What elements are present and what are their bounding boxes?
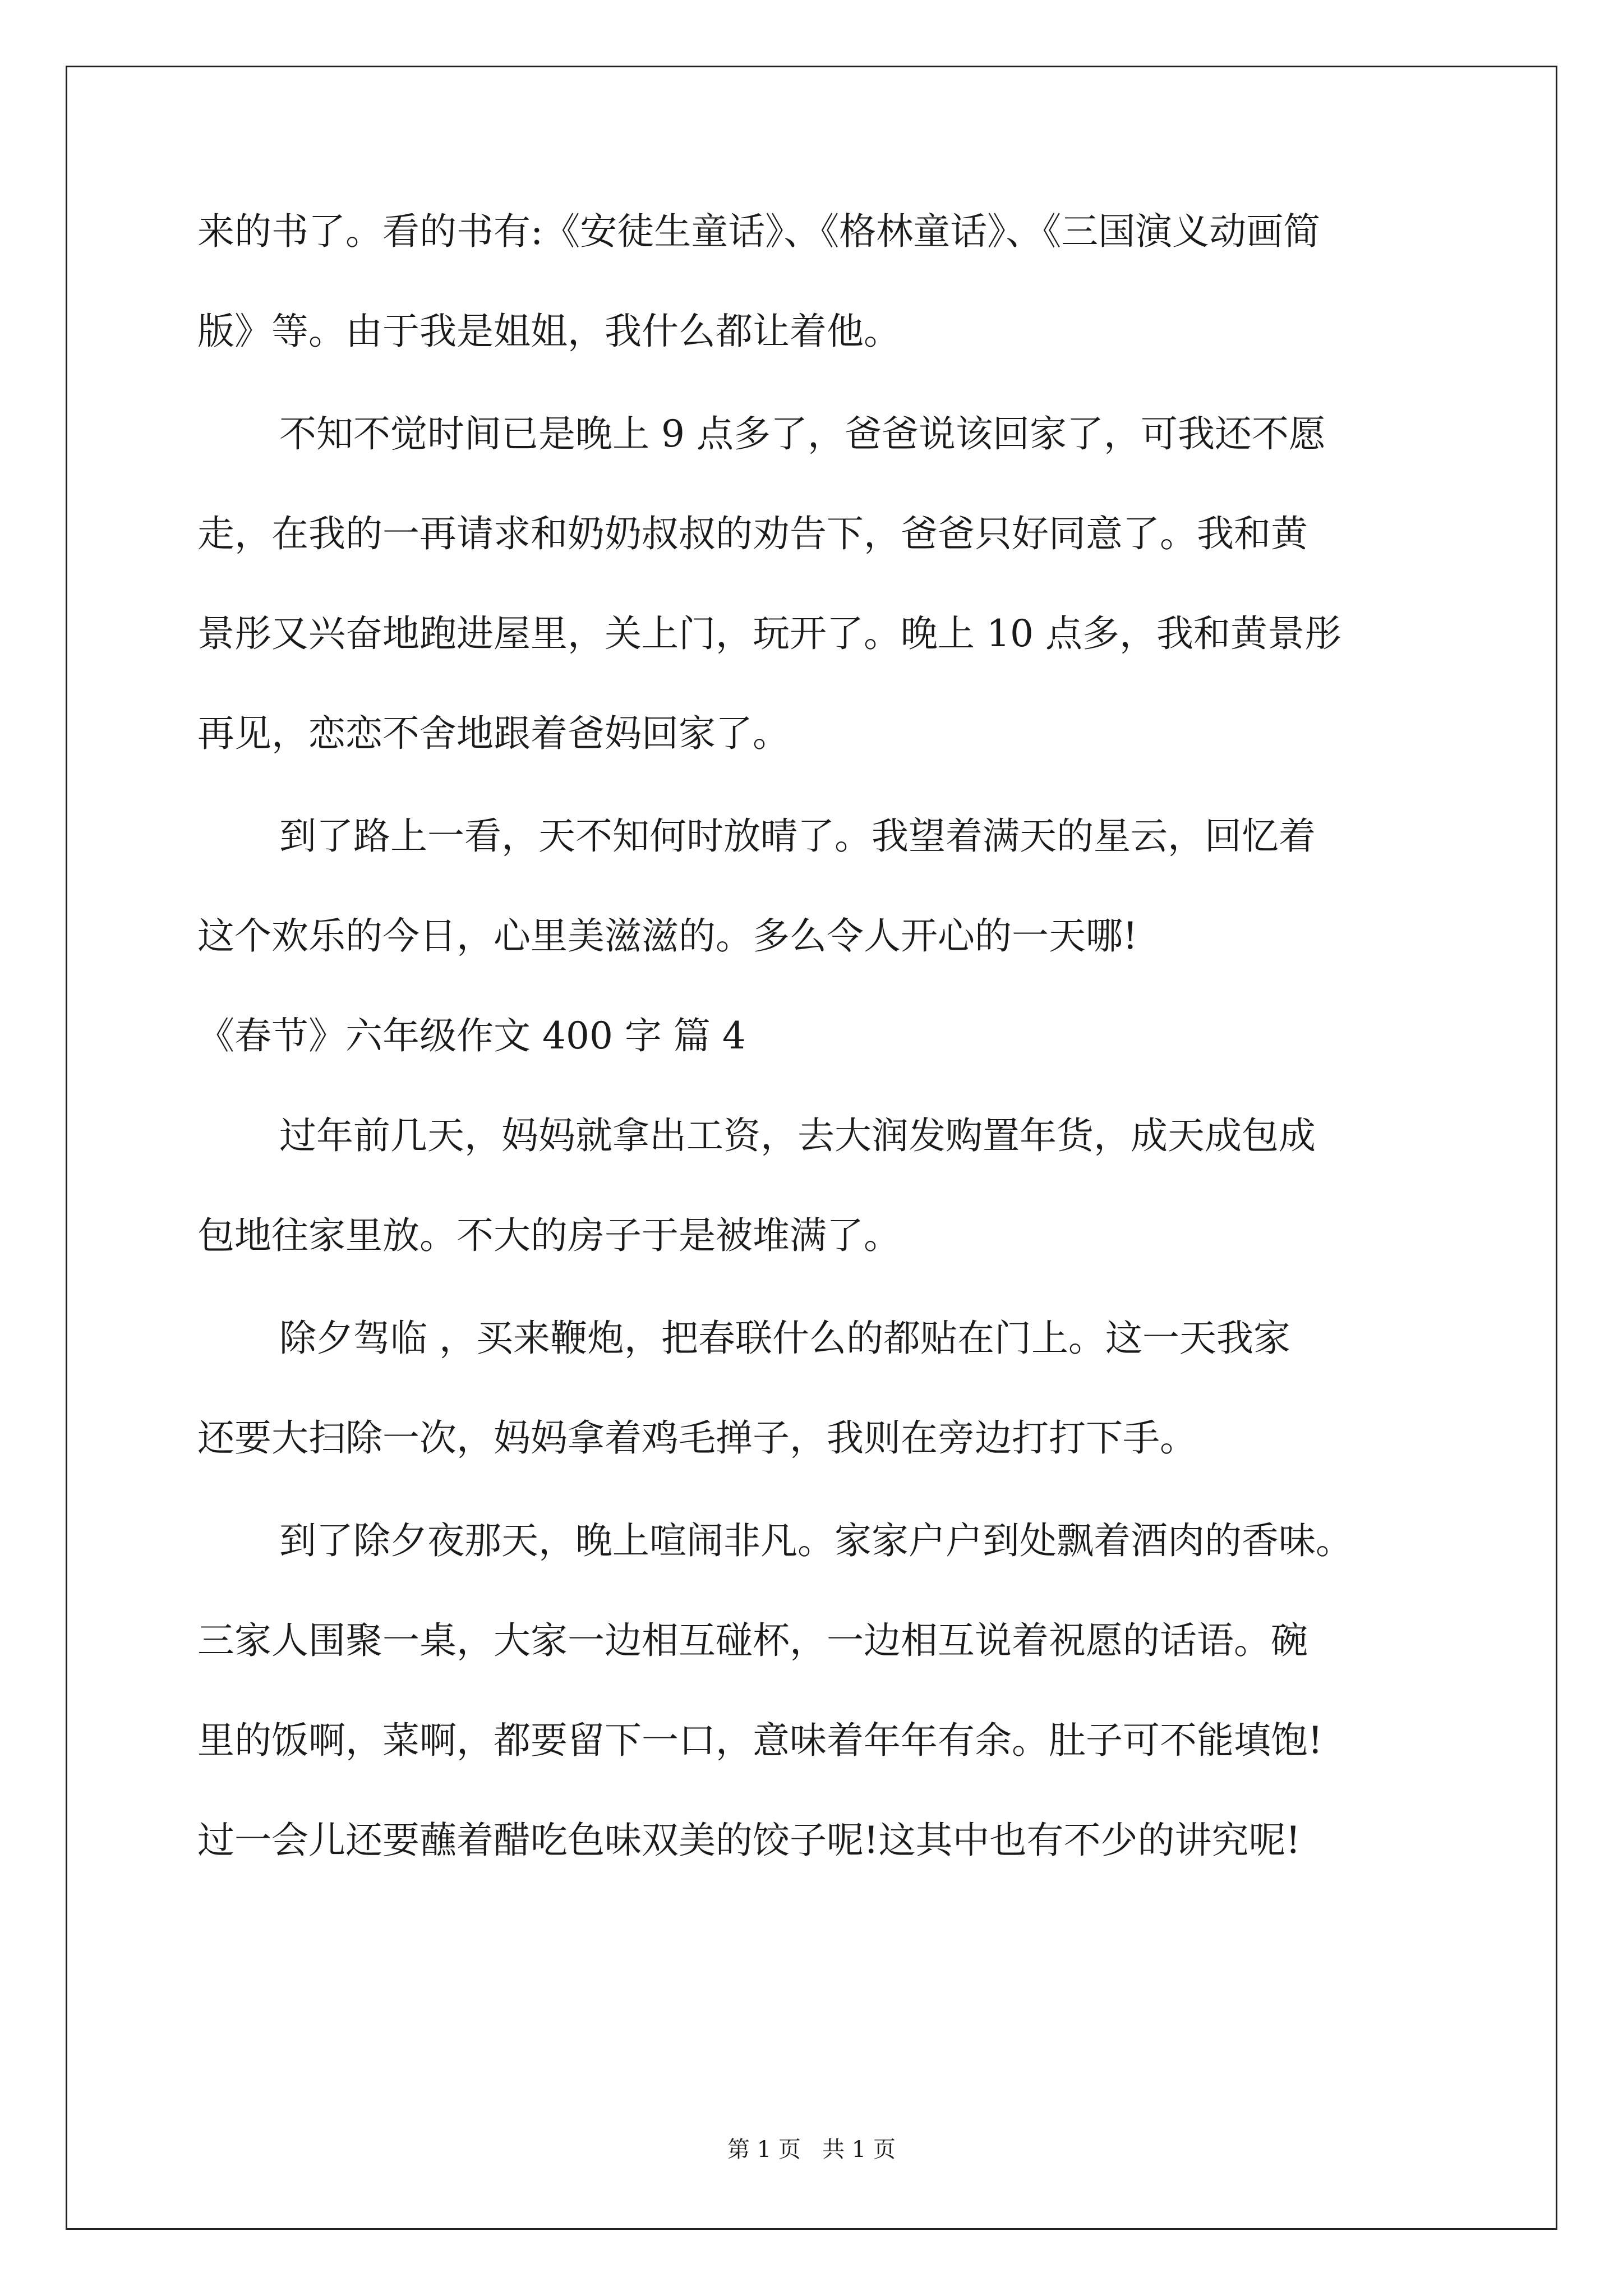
paragraph-start-line: 过年前几天，妈妈就拿出工资，去大润发购置年货，成天成包成 <box>279 1114 1316 1157</box>
text-line: 这个欢乐的今日，心里美滋滋的。多么令人开心的一天哪! <box>197 914 1138 958</box>
document-body <box>197 210 1431 1862</box>
page-footer: 第 1 页 共 1 页 <box>727 2137 896 2162</box>
text-line: 还要大扫除一次，妈妈拿着鸡毛掸子，我则在旁边打打下手。 <box>197 1416 1197 1460</box>
text-line: 再见，恋恋不舍地跟着爸妈回家了。 <box>197 712 790 755</box>
text-line: 包地往家里放。不大的房子于是被堆满了。 <box>197 1214 901 1257</box>
text-line: 走，在我的一再请求和奶奶叔叔的劝告下，爸爸只好同意了。我和黄 <box>197 512 1308 555</box>
text-line: 三家人围聚一桌，大家一边相互碰杯，一边相互说着祝愿的话语。碗 <box>197 1619 1308 1662</box>
paragraph-start-line: 到了路上一看，天不知何时放晴了。我望着满天的星云，回忆着 <box>279 815 1316 858</box>
text-line: 来的书了。看的书有:《安徒生童话》、《格林童话》、《三国演义动画简 <box>197 210 1321 253</box>
text-line: 里的饭啊，菜啊，都要留下一口，意味着年年有余。肚子可不能填饱! <box>197 1719 1323 1762</box>
paragraph-start-line: 到了除夕夜那天，晚上喧闹非凡。家家户户到处飘着酒肉的香味。 <box>279 1519 1353 1562</box>
text-line: 版》等。由于我是姐姐，我什么都让着他。 <box>197 310 901 353</box>
paragraph-start-line: 除夕驾临 ，买来鞭炮，把春联什么的都贴在门上。这一天我家 <box>279 1317 1290 1360</box>
text-line: 景彤又兴奋地跑进屋里，关上门，玩开了。晚上 10 点多，我和黄景彤 <box>197 612 1341 655</box>
text-line: 过一会儿还要蘸着醋吃色味双美的饺子呢!这其中也有不少的讲究呢! <box>197 1819 1301 1862</box>
paragraph-start-line: 不知不觉时间已是晚上 9 点多了，爸爸说该回家了，可我还不愿 <box>279 412 1326 455</box>
section-heading: 《春节》六年级作文 400 字 篇 4 <box>197 1014 746 1057</box>
